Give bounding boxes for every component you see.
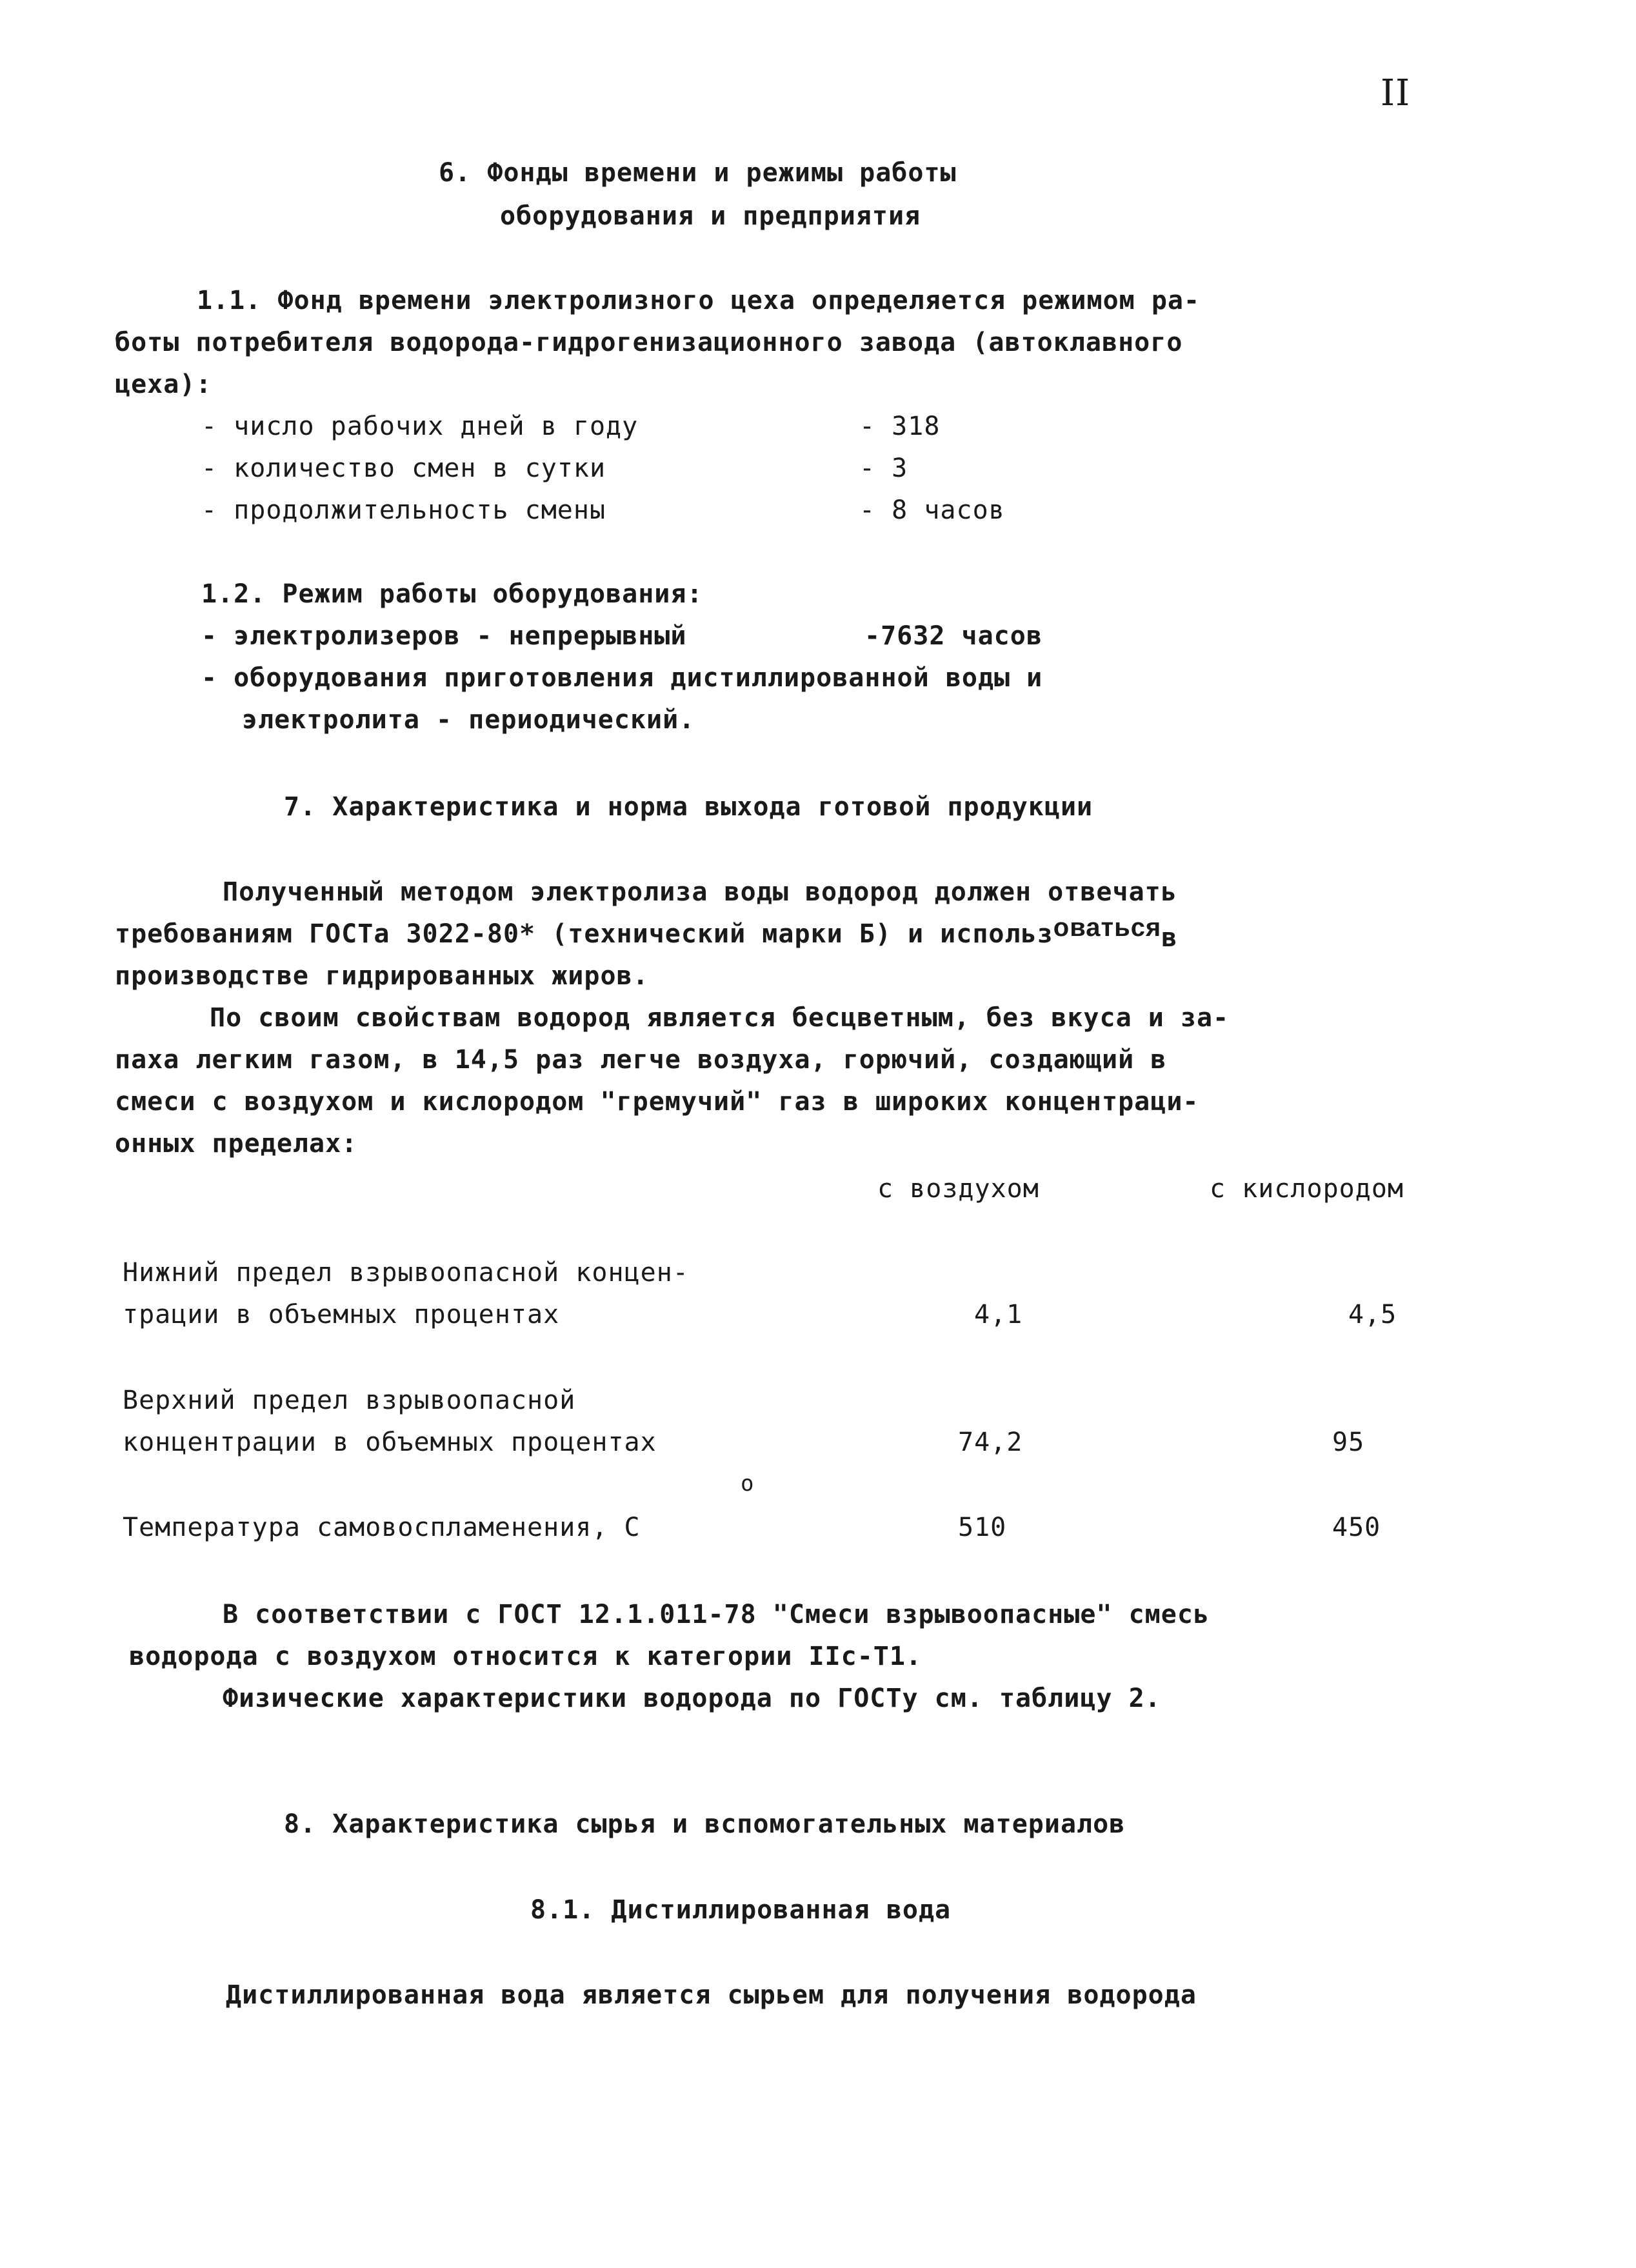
section-6-p1-line1: 1.1. Фонд времени электролизного цеха определяется режимом ра-	[197, 286, 1201, 315]
section-7-p1-line2: требованиям ГОСТа 3022-80* (технический марки Б) и использоватьсяв	[115, 913, 1178, 953]
table-col-air: с воздухом	[877, 1174, 1039, 1204]
section-7-p2-line2: паха легким газом, в 14,5 раз легче воздуха, горючий, создающий в	[115, 1045, 1167, 1075]
section-7-p2-line3: смеси с воздухом и кислородом "гремучий" газ в широких концентраци-	[115, 1087, 1199, 1117]
equipment-item-line1: - оборудования приготовления дистиллированной воды и	[201, 663, 1043, 693]
section-7-p1-line3: производстве гидрированных жиров.	[115, 961, 649, 991]
section-6-title-line1: 6. Фонды времени и режимы работы	[439, 158, 957, 188]
section-8-1-title: 8.1. Дистиллированная вода	[530, 1895, 952, 1925]
section-7-p4: Физические характеристики водорода по ГОСТу см. таблицу 2.	[223, 1684, 1161, 1713]
electrolyzers-label: - электролизеров - непрерывный	[201, 621, 687, 651]
table-row-temp-air: 510	[958, 1513, 1007, 1542]
section-7-p3-line2: водорода с воздухом относится к категории IIс-Т1.	[129, 1642, 923, 1671]
table-row-lower-air: 4,1	[974, 1300, 1023, 1329]
section-6-p1-line3: цеха):	[115, 370, 212, 399]
table-row-lower-label-line1: Нижний предел взрывоопасной концен-	[123, 1258, 689, 1288]
shifts-label: - количество смен в сутки	[201, 453, 606, 483]
section-7-p2-line4: онных пределах:	[115, 1129, 358, 1159]
section-7-p2-line1: По своим свойствам водород является бесцветным, без вкуса и за-	[210, 1003, 1230, 1033]
table-col-oxygen: с кислородом	[1210, 1174, 1404, 1204]
table-row-upper-oxygen: 95	[1332, 1427, 1365, 1457]
degree-mark: о	[741, 1471, 755, 1497]
shift-duration-label: - продолжительность смены	[201, 495, 606, 525]
electrolyzers-value: -7632 часов	[864, 621, 1042, 651]
table-row-upper-air: 74,2	[958, 1427, 1023, 1457]
table-row-upper-label-line2: концентрации в объемных процентах	[123, 1427, 657, 1457]
shifts-value: - 3	[859, 453, 908, 483]
table-row-temp-label: Температура самовоспламенения, С	[123, 1513, 641, 1542]
table-row-lower-label-line2: трации в объемных процентах	[123, 1300, 560, 1329]
section-6-p1-line2: боты потребителя водорода-гидрогенизационного завода (автоклавного	[115, 328, 1183, 357]
section-8-p1: Дистиллированная вода является сырьем для получения водорода	[226, 1980, 1197, 2010]
table-row-upper-label-line1: Верхний предел взрывоопасной	[123, 1386, 576, 1415]
table-row-lower-oxygen: 4,5	[1348, 1300, 1397, 1329]
table-row-temp-oxygen: 450	[1332, 1513, 1381, 1542]
equipment-item-line2: электролита - периодический.	[242, 705, 695, 735]
section-7-p1-line1: Полученный методом электролиза воды водород должен отвечать	[223, 877, 1177, 907]
work-days-label: - число рабочих дней в году	[201, 412, 639, 441]
section-7-title: 7. Характеристика и норма выхода готовой продукции	[284, 792, 1093, 822]
page-number: II	[1381, 72, 1411, 114]
shift-duration-value: - 8 часов	[859, 495, 1005, 525]
section-8-title: 8. Характеристика сырья и вспомогательных материалов	[284, 1809, 1126, 1839]
section-6-title-line2: оборудования и предприятия	[500, 201, 921, 231]
section-7-p3-line1: В соответствии с ГОСТ 12.1.011-78 "Смеси взрывоопасные" смесь	[223, 1600, 1210, 1629]
section-6-p2-heading: 1.2. Режим работы оборудования:	[201, 579, 703, 609]
work-days-value: - 318	[859, 412, 941, 441]
